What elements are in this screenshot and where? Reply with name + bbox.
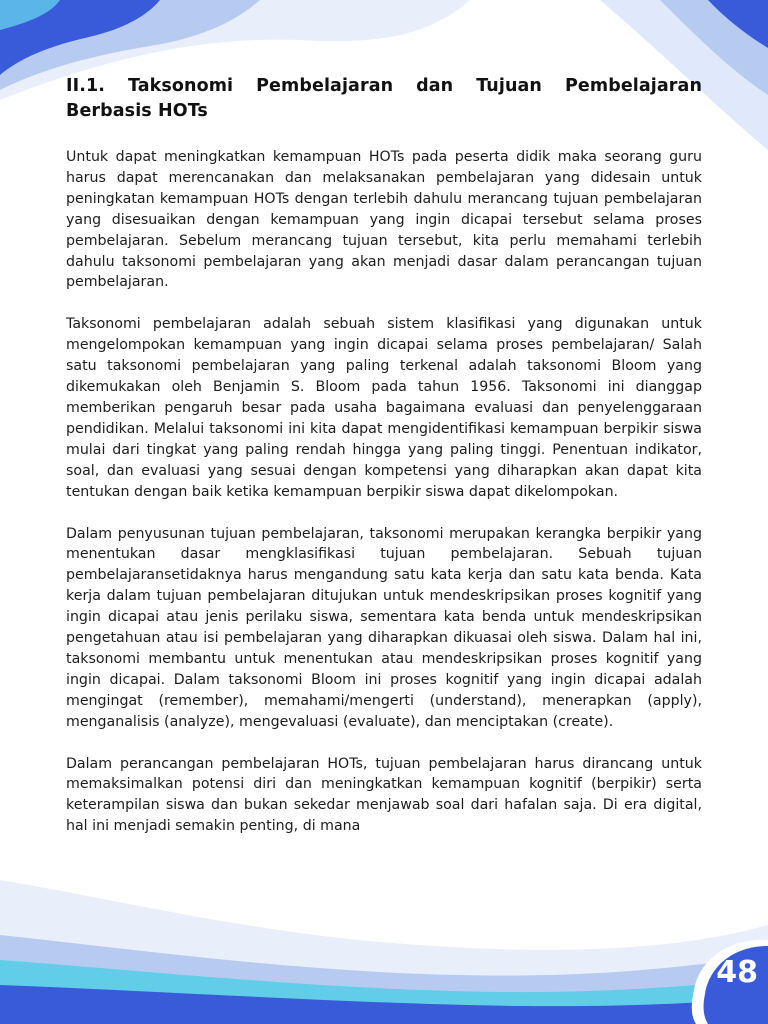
paragraph-1: Untuk dapat meningkatkan kemampuan HOTs pada peserta didik maka seorang guru harus dapat merencanakan dan melaksanakan pembelajaran yang didesain untuk peningkatan kemampuan HOTs dengan terlebih dahulu merancang tujuan pembelajaran yang disesuaikan dengan kemampuan yang ingin dicapai tersebut selama proses pembelajaran. Sebelum merancang tujuan tersebut, kita perlu memahami terlebih dahulu taksonomi pembelajaran yang akan menjadi dasar dalam perancangan tujuan pembelajaran. [66, 149, 702, 291]
paragraph-4: Dalam perancangan pembelajaran HOTs, tujuan pembelajaran harus dirancang untuk memaksimalkan potensi diri dan meningkatkan kemampuan kognitif (berpikir) serta keterampilan siswa dan bukan sekedar menjawab soal dari hafalan saja. Di era digital, hal ini menjadi semakin penting, di mana [66, 755, 702, 835]
page-number: 48 [716, 955, 758, 990]
section-title: II.1. Taksonomi Pembelajaran dan Tujuan Pembelajaran Berbasis HOTs [66, 76, 702, 121]
main-content [66, 74, 702, 858]
paragraph-3: Dalam penyusunan tujuan pembelajaran, taksonomi merupakan kerangka berpikir yang menentukan dasar mengklasifikasi tujuan pembelajaran. Sebuah tujuan pembelajaransetidaknya harus mengandung satu kata kerja dan satu kata benda. Kata kerja dalam tujuan pembelajaran ditujukan untuk mendeskripsikan proses kognitif yang ingin dicapai atau jenis perilaku siswa, sementara kata benda untuk mendeskripsikan pengetahuan atau isi pembelajaran yang diharapkan dikuasai oleh siswa. Dalam hal ini, taksonomi membantu untuk menentukan atau mendeskripsikan proses kognitif yang ingin dicapai. Dalam taksonomi Bloom ini proses kognitif yang ingin dicapai adalah mengingat (remember), memahami/mengerti (understand), menerapkan (apply), menganalisis (analyze), mengevaluasi (evaluate), dan menciptakan (create). [66, 525, 702, 730]
paragraph-2: Taksonomi pembelajaran adalah sebuah sistem klasifikasi yang digunakan untuk mengelompokan kemampuan yang ingin dicapai selama proses pembelajaran/ Salah satu taksonomi pembelajaran yang paling terkenal adalah taksonomi Bloom yang dikemukakan oleh Benjamin S. Bloom pada tahun 1956. Taksonomi ini dianggap memberikan pengaruh besar pada usaha bagaimana evaluasi dan penyelenggaraan pendidikan. Melalui taksonomi ini kita dapat mengidentifikasi kemampuan berpikir siswa mulai dari tingkat yang paling rendah hingga yang paling tinggi. Penentuan indikator, soal, dan evaluasi yang sesuai dengan kompetensi yang diharapkan akan dapat kita tentukan dengan baik ketika kemampuan berpikir siswa dapat dikelompokan. [66, 316, 702, 500]
